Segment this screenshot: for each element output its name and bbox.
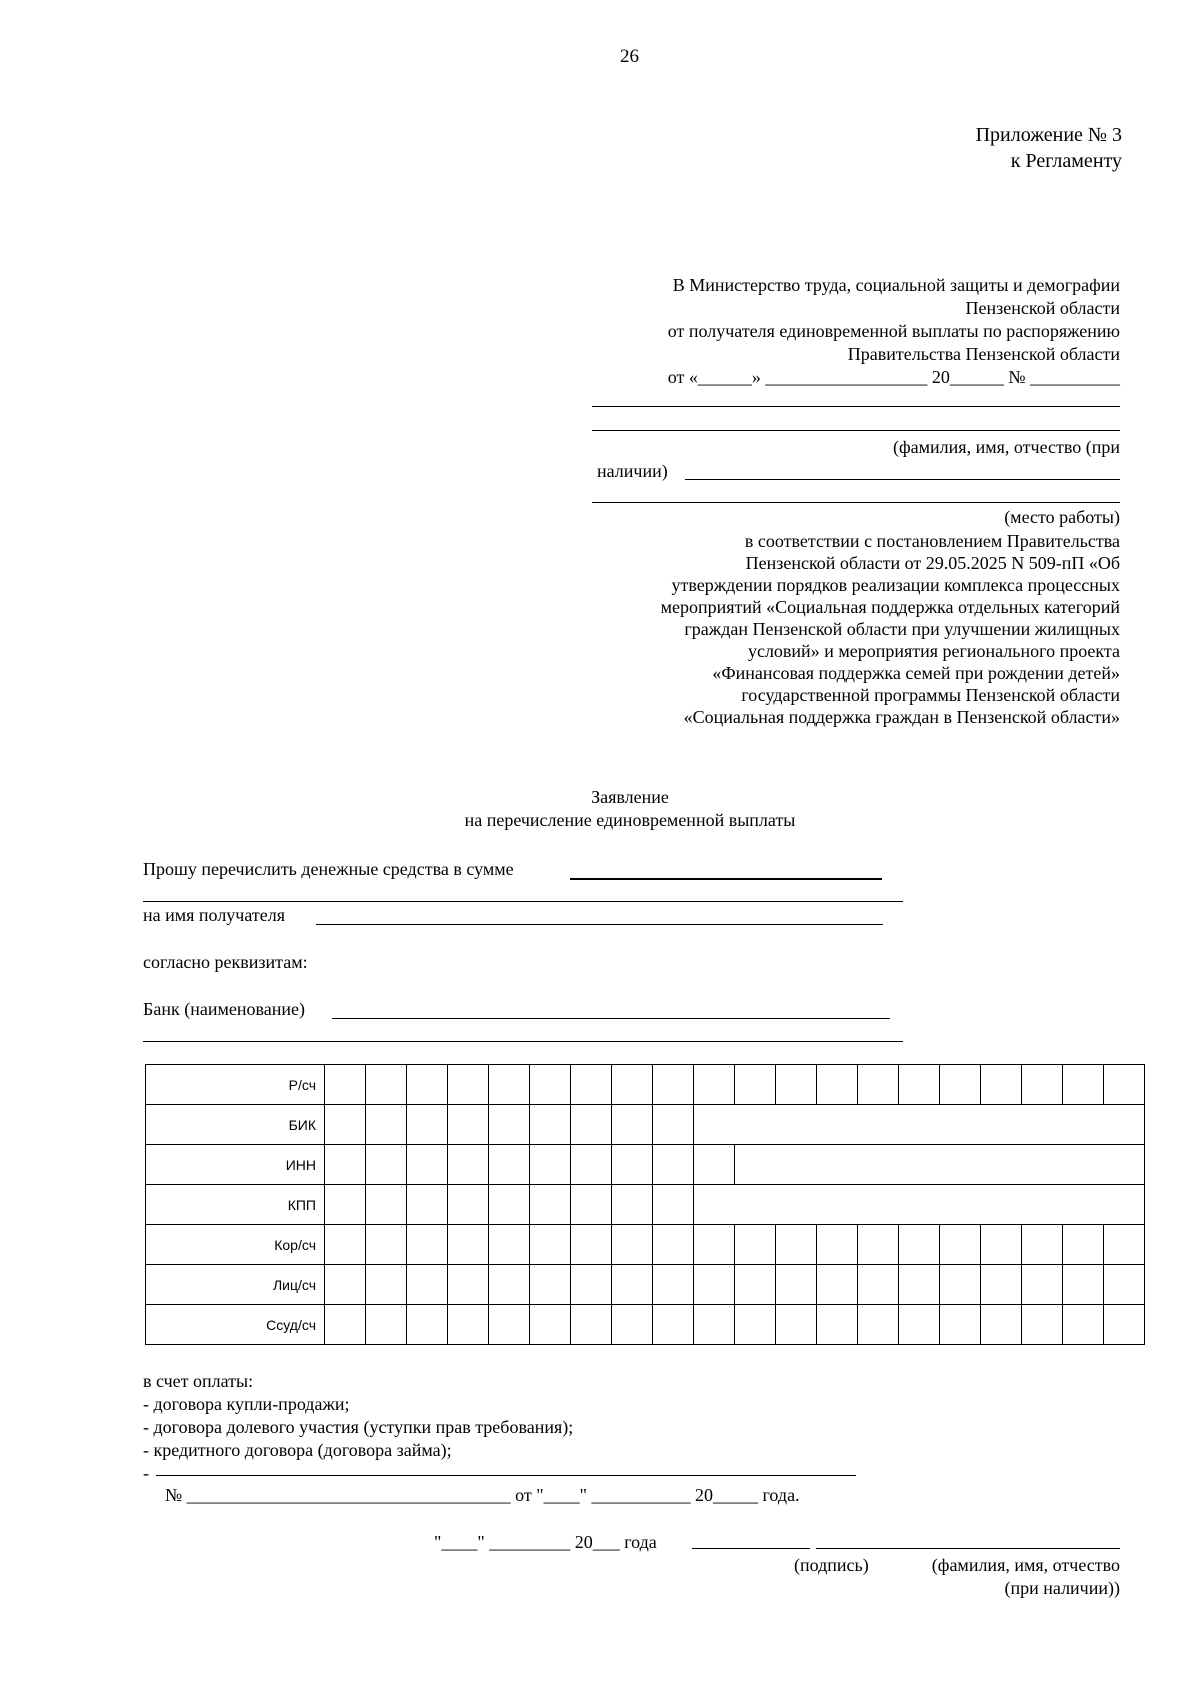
digit-cell[interactable] <box>530 1185 571 1225</box>
digit-cell[interactable] <box>899 1265 940 1305</box>
digit-cell[interactable] <box>940 1265 981 1305</box>
digit-cell[interactable] <box>735 1225 776 1265</box>
digit-cell[interactable] <box>407 1145 448 1185</box>
digit-cell[interactable] <box>653 1185 694 1225</box>
digit-cell[interactable] <box>858 1065 899 1105</box>
digit-cell[interactable] <box>817 1265 858 1305</box>
digit-cell[interactable] <box>612 1225 653 1265</box>
digit-cell[interactable] <box>489 1305 530 1345</box>
document-subtitle: на перечисление единовременной выплаты <box>464 810 796 830</box>
digit-cell[interactable] <box>653 1265 694 1305</box>
basis-line: «Социальная поддержка граждан в Пензенской области» <box>683 707 1120 727</box>
digit-cell[interactable] <box>940 1225 981 1265</box>
digit-cell[interactable] <box>489 1065 530 1105</box>
digit-cell[interactable] <box>776 1065 817 1105</box>
requisites-row-label: КПП <box>146 1185 325 1225</box>
digit-cell[interactable] <box>325 1185 366 1225</box>
basis-line: условий» и мероприятия регионального проекта <box>747 641 1120 661</box>
addressee-line-4: Правительства Пензенской области <box>847 344 1120 364</box>
digit-cell[interactable] <box>694 1265 735 1305</box>
digit-cell[interactable] <box>325 1105 366 1145</box>
digit-cell[interactable] <box>899 1305 940 1345</box>
digit-cell[interactable] <box>981 1305 1022 1345</box>
requisites-row-label: ИНН <box>146 1145 325 1185</box>
sum-continuation-line[interactable] <box>143 901 903 902</box>
digit-cell[interactable] <box>489 1185 530 1225</box>
digit-cell[interactable] <box>325 1305 366 1345</box>
signature-line[interactable] <box>692 1548 810 1549</box>
digit-cell[interactable] <box>612 1305 653 1345</box>
digit-cell[interactable] <box>448 1145 489 1185</box>
digit-cell[interactable] <box>530 1225 571 1265</box>
contract-number-date-field[interactable]: № ____________________________________ от "____" ___________ 20_____ года. <box>165 1485 800 1505</box>
document-title: Заявление <box>591 787 669 807</box>
digit-cell[interactable] <box>448 1185 489 1225</box>
bank-continuation-line[interactable] <box>143 1041 903 1042</box>
digit-cell[interactable] <box>366 1265 407 1305</box>
digit-cell[interactable] <box>1104 1305 1145 1345</box>
digit-cell[interactable] <box>1063 1225 1104 1265</box>
digit-cell[interactable] <box>448 1265 489 1305</box>
empty-cell <box>735 1145 1145 1185</box>
fio-input-line[interactable] <box>685 479 1120 480</box>
sum-input-line[interactable] <box>570 878 882 880</box>
digit-cell[interactable] <box>776 1225 817 1265</box>
requisites-row <box>146 1145 1145 1185</box>
digit-cell[interactable] <box>407 1265 448 1305</box>
digit-cell[interactable] <box>612 1065 653 1105</box>
basis-line: «Финансовая поддержка семей при рождении детей» <box>712 663 1120 683</box>
digit-cell[interactable] <box>1022 1265 1063 1305</box>
signature-name-line[interactable] <box>816 1548 1120 1549</box>
addressee-line-2: Пензенской области <box>965 298 1120 318</box>
page-number: 26 <box>620 46 639 67</box>
requisites-row <box>146 1265 1145 1305</box>
basis-line: мероприятий «Социальная поддержка отдельных категорий <box>660 597 1120 617</box>
digit-cell[interactable] <box>776 1305 817 1345</box>
requisites-row <box>146 1305 1145 1345</box>
digit-cell[interactable] <box>694 1065 735 1105</box>
requisites-row <box>146 1225 1145 1265</box>
digit-cell[interactable] <box>1022 1065 1063 1105</box>
basis-line: граждан Пензенской области при улучшении жилищных <box>684 619 1120 639</box>
digit-cell[interactable] <box>448 1305 489 1345</box>
work-caption: (место работы) <box>1004 507 1120 527</box>
digit-cell[interactable] <box>817 1305 858 1345</box>
name-caption-continued: (при наличии)) <box>1004 1578 1120 1598</box>
applicant-blank-line-1[interactable] <box>592 406 1120 407</box>
digit-cell[interactable] <box>981 1065 1022 1105</box>
digit-cell[interactable] <box>899 1065 940 1105</box>
digit-cell[interactable] <box>940 1305 981 1345</box>
digit-cell[interactable] <box>817 1225 858 1265</box>
requisites-table <box>145 1064 1145 1345</box>
digit-cell[interactable] <box>858 1305 899 1345</box>
payment-other-input-line[interactable] <box>156 1475 856 1476</box>
digit-cell[interactable] <box>1063 1305 1104 1345</box>
payment-item[interactable]: - договора купли-продажи; <box>143 1394 350 1414</box>
work-input-line[interactable] <box>592 502 1120 503</box>
digit-cell[interactable] <box>571 1225 612 1265</box>
digit-cell[interactable] <box>448 1065 489 1105</box>
digit-cell[interactable] <box>366 1305 407 1345</box>
digit-cell[interactable] <box>407 1185 448 1225</box>
digit-cell[interactable] <box>571 1105 612 1145</box>
signature-date-field[interactable]: "____" _________ 20___ года <box>434 1532 657 1552</box>
payment-item[interactable]: - кредитного договора (договора займа); <box>143 1440 452 1460</box>
digit-cell[interactable] <box>530 1265 571 1305</box>
requisites-row-label: Кор/сч <box>146 1225 325 1265</box>
digit-cell[interactable] <box>530 1305 571 1345</box>
requisites-row <box>146 1065 1145 1105</box>
sum-label: Прошу перечислить денежные средства в сумме <box>143 859 514 879</box>
basis-line: государственной программы Пензенской области <box>741 685 1120 705</box>
recipient-label: на имя получателя <box>143 905 285 925</box>
digit-cell[interactable] <box>735 1065 776 1105</box>
digit-cell[interactable] <box>981 1225 1022 1265</box>
digit-cell[interactable] <box>571 1145 612 1185</box>
bank-input-line[interactable] <box>332 1018 890 1019</box>
digit-cell[interactable] <box>366 1065 407 1105</box>
appendix-number: Приложение № 3 <box>975 124 1122 146</box>
applicant-blank-line-2[interactable] <box>592 430 1120 431</box>
digit-cell[interactable] <box>571 1185 612 1225</box>
fio-caption-continued: наличии) <box>597 461 668 481</box>
addressee-line-1: В Министерство труда, социальной защиты и демографии <box>672 275 1120 295</box>
digit-cell[interactable] <box>694 1225 735 1265</box>
digit-cell[interactable] <box>1022 1225 1063 1265</box>
digit-cell[interactable] <box>530 1145 571 1185</box>
digit-cell[interactable] <box>571 1065 612 1105</box>
digit-cell[interactable] <box>325 1265 366 1305</box>
signature-caption: (подпись) <box>794 1555 869 1575</box>
digit-cell[interactable] <box>940 1065 981 1105</box>
digit-cell[interactable] <box>571 1265 612 1305</box>
payment-item: - <box>143 1463 149 1483</box>
digit-cell[interactable] <box>1063 1065 1104 1105</box>
digit-cell[interactable] <box>653 1225 694 1265</box>
digit-cell[interactable] <box>571 1305 612 1345</box>
digit-cell[interactable] <box>653 1145 694 1185</box>
digit-cell[interactable] <box>1063 1265 1104 1305</box>
digit-cell[interactable] <box>366 1225 407 1265</box>
digit-cell[interactable] <box>899 1225 940 1265</box>
basis-line: утверждении порядков реализации комплекса процессных <box>671 575 1120 595</box>
digit-cell[interactable] <box>612 1105 653 1145</box>
digit-cell[interactable] <box>776 1265 817 1305</box>
bank-label: Банк (наименование) <box>143 999 305 1019</box>
digit-cell[interactable] <box>407 1225 448 1265</box>
digit-cell[interactable] <box>612 1185 653 1225</box>
digit-cell[interactable] <box>489 1225 530 1265</box>
requisites-row-label: Ссуд/сч <box>146 1305 325 1345</box>
digit-cell[interactable] <box>1104 1065 1145 1105</box>
digit-cell[interactable] <box>1104 1265 1145 1305</box>
recipient-input-line[interactable] <box>316 924 883 925</box>
requisites-row-label: Р/сч <box>146 1065 325 1105</box>
digit-cell[interactable] <box>694 1145 735 1185</box>
digit-cell[interactable] <box>612 1145 653 1185</box>
empty-cell <box>694 1185 1145 1225</box>
digit-cell[interactable] <box>1022 1305 1063 1345</box>
addressee-date-number-field[interactable]: от «______» __________________ 20______ № __________ <box>667 367 1120 387</box>
digit-cell[interactable] <box>858 1265 899 1305</box>
digit-cell[interactable] <box>448 1105 489 1145</box>
name-caption: (фамилия, имя, отчество <box>931 1555 1120 1575</box>
digit-cell[interactable] <box>366 1105 407 1145</box>
digit-cell[interactable] <box>530 1065 571 1105</box>
digit-cell[interactable] <box>653 1065 694 1105</box>
digit-cell[interactable] <box>694 1305 735 1345</box>
appendix-reference: к Регламенту <box>1010 150 1122 172</box>
legal-basis-paragraph <box>592 530 1120 728</box>
digit-cell[interactable] <box>653 1105 694 1145</box>
basis-line: в соответствии с постановлением Правительства <box>744 531 1120 551</box>
digit-cell[interactable] <box>366 1145 407 1185</box>
digit-cell[interactable] <box>735 1305 776 1345</box>
digit-cell[interactable] <box>735 1265 776 1305</box>
requisites-row <box>146 1185 1145 1225</box>
digit-cell[interactable] <box>489 1145 530 1185</box>
requisites-row <box>146 1105 1145 1145</box>
digit-cell[interactable] <box>448 1225 489 1265</box>
basis-line: Пензенской области от 29.05.2025 N 509-пП «Об <box>745 553 1120 573</box>
digit-cell[interactable] <box>407 1065 448 1105</box>
digit-cell[interactable] <box>325 1225 366 1265</box>
payment-item[interactable]: - договора долевого участия (уступки прав требования); <box>143 1417 574 1437</box>
digit-cell[interactable] <box>489 1265 530 1305</box>
digit-cell[interactable] <box>817 1065 858 1105</box>
digit-cell[interactable] <box>489 1105 530 1145</box>
fio-caption: (фамилия, имя, отчество (при <box>893 437 1120 457</box>
addressee-line-3: от получателя единовременной выплаты по распоряжению <box>667 321 1120 341</box>
digit-cell[interactable] <box>612 1265 653 1305</box>
digit-cell[interactable] <box>653 1305 694 1345</box>
digit-cell[interactable] <box>1104 1225 1145 1265</box>
digit-cell[interactable] <box>325 1145 366 1185</box>
digit-cell[interactable] <box>858 1225 899 1265</box>
digit-cell[interactable] <box>407 1105 448 1145</box>
digit-cell[interactable] <box>530 1105 571 1145</box>
digit-cell[interactable] <box>366 1185 407 1225</box>
requisites-label: согласно реквизитам: <box>143 952 308 972</box>
digit-cell[interactable] <box>981 1265 1022 1305</box>
empty-cell <box>694 1105 1145 1145</box>
digit-cell[interactable] <box>325 1065 366 1105</box>
requisites-row-label: Лиц/сч <box>146 1265 325 1305</box>
payment-header: в счет оплаты: <box>143 1371 254 1391</box>
digit-cell[interactable] <box>407 1305 448 1345</box>
requisites-row-label: БИК <box>146 1105 325 1145</box>
